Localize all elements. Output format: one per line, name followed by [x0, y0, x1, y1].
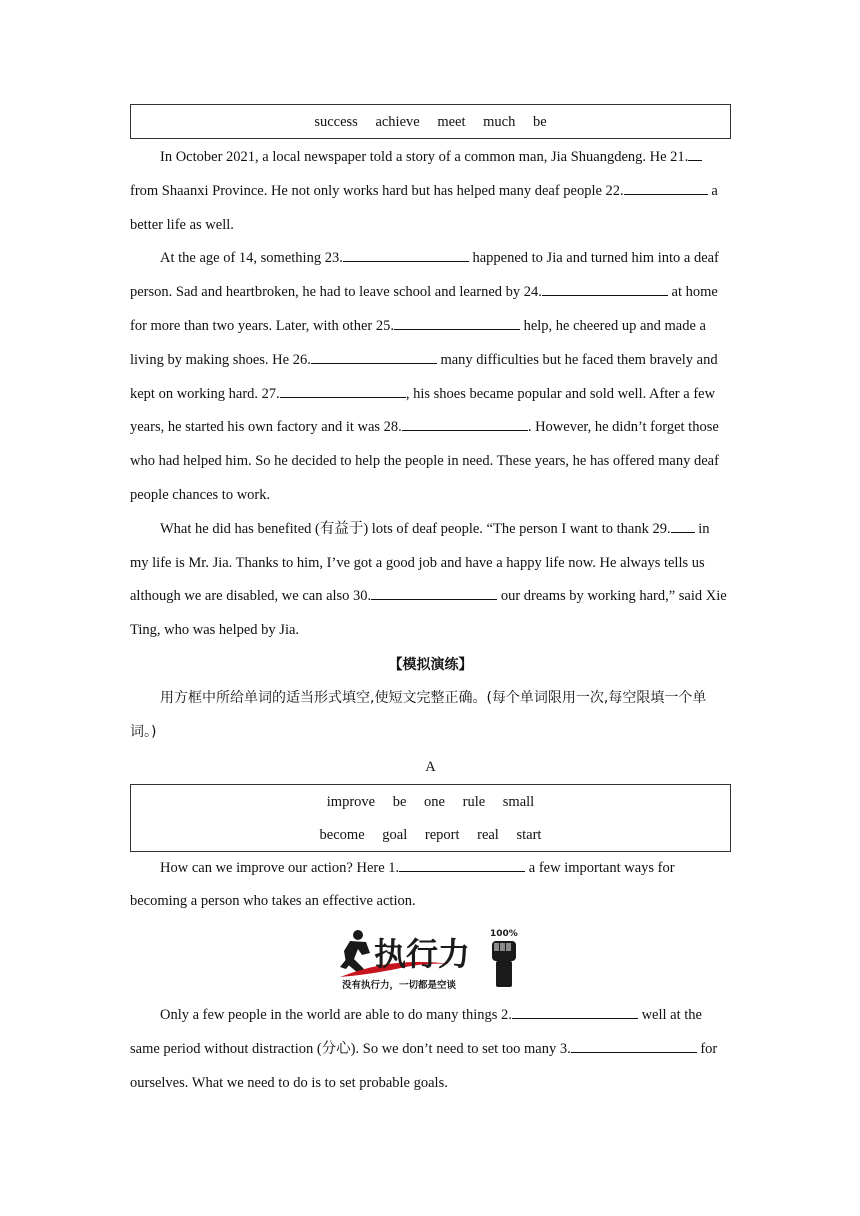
text-run: for ourselves. What we need to do is to set probable goals. — [130, 1040, 718, 1091]
answer-blank-1[interactable] — [399, 859, 525, 872]
text-run: In October 2021, a local newspaper told a story of a common man, Jia Shuangdeng. He 21. — [160, 149, 689, 165]
text-run: help, he cheered up and made a living by making shoes. He 26. — [130, 317, 706, 368]
word-option: success — [314, 114, 358, 130]
word-option: be — [533, 114, 547, 130]
answer-blank-23[interactable] — [343, 249, 469, 262]
answer-blank-22[interactable] — [624, 182, 708, 195]
text-run: happened to Jia and turned him into a deaf person. Sad and heartbroken, he had to leave school and learned by 24. — [130, 250, 719, 301]
text-run: well at the same period without distraction (分心). So we don’t need to set too many 3. — [130, 1007, 702, 1057]
paragraph — [130, 141, 731, 242]
logo-percent: 100% — [489, 929, 518, 940]
text-run: , his shoes became popular and sold well. After a few years, he started his own factory and it was 28. — [130, 385, 716, 436]
word-option: achieve — [375, 114, 420, 130]
word-option: goal — [382, 826, 408, 843]
logo-title: 执行力 — [373, 935, 470, 974]
text-run: at home for more than two years. Later, with other 25. — [130, 284, 718, 334]
part-label: A — [425, 758, 436, 775]
answer-blank-29[interactable] — [671, 520, 695, 533]
text-run: many difficulties but he faced them bravely and kept on working hard. 27. — [130, 351, 718, 402]
text-run: a few important ways for becoming a person who takes an effective action. — [130, 859, 675, 910]
answer-blank-21[interactable] — [688, 148, 702, 161]
word-box-2-row-1 — [131, 785, 730, 818]
instruction: 用方框中所给单词的适当形式填空,使短文完整正确。(每个单词限用一次,每空限填一个单词。) — [130, 689, 707, 740]
word-option: real — [477, 826, 499, 843]
answer-blank-25[interactable] — [394, 317, 520, 330]
answer-blank-30[interactable] — [371, 587, 497, 600]
word-option: much — [483, 114, 516, 130]
text-run: What he did has benefited (有益于) lots of deaf people. “The person I want to thank 29. — [160, 520, 671, 537]
word-option: one — [424, 793, 445, 810]
text-run: How can we improve our action? Here 1. — [160, 859, 400, 876]
word-option: be — [392, 793, 407, 810]
text-run: from Shaanxi Province. He not only works hard but has helped many deaf people 22. — [130, 182, 624, 199]
execution-logo — [336, 925, 526, 995]
word-box-2 — [130, 784, 731, 852]
word-option: small — [502, 793, 535, 810]
paragraph — [130, 999, 731, 1100]
paragraph — [130, 852, 731, 920]
answer-blank-27[interactable] — [280, 385, 406, 398]
logo-image — [130, 919, 731, 999]
answer-blank-26[interactable] — [311, 351, 437, 364]
paragraph — [130, 242, 731, 512]
answer-blank-28[interactable] — [402, 418, 528, 431]
word-option: start — [516, 826, 542, 843]
paragraph — [130, 513, 731, 648]
runner-icon — [340, 930, 370, 973]
word-option: improve — [326, 793, 376, 810]
section-heading: 【模拟演练】 — [388, 656, 473, 673]
text-run: a better life as well. — [130, 182, 718, 233]
answer-blank-2[interactable] — [512, 1006, 638, 1019]
fist-icon — [492, 941, 516, 987]
logo-slogan: 没有执行力，一切都是空谈 — [341, 980, 456, 992]
word-box-1-row — [131, 105, 730, 138]
text-run: At the age of 14, something 23. — [160, 250, 343, 267]
word-option: rule — [462, 793, 486, 810]
text-run: our dreams by working hard,” said Xie Ting, who was helped by Jia. — [130, 588, 727, 639]
word-option: become — [319, 826, 365, 843]
word-box-2-row-2 — [131, 818, 730, 851]
text-run: . However, he didn’t forget those who had helped him. So he decided to help the people in need. These years, he has offered many deaf people chances to work. — [130, 419, 719, 503]
answer-blank-24[interactable] — [542, 283, 668, 296]
text-run: in my life is Mr. Jia. Thanks to him, I’ve got a good job and have a happy life now. He always tells us although we are disabled, we can also 30. — [130, 520, 710, 605]
word-box-1 — [130, 104, 731, 139]
word-option: report — [424, 826, 460, 843]
document-page — [130, 104, 731, 1101]
text-run: Only a few people in the world are able to do many things 2. — [160, 1007, 512, 1024]
word-option: meet — [437, 114, 466, 130]
answer-blank-3[interactable] — [571, 1040, 697, 1053]
